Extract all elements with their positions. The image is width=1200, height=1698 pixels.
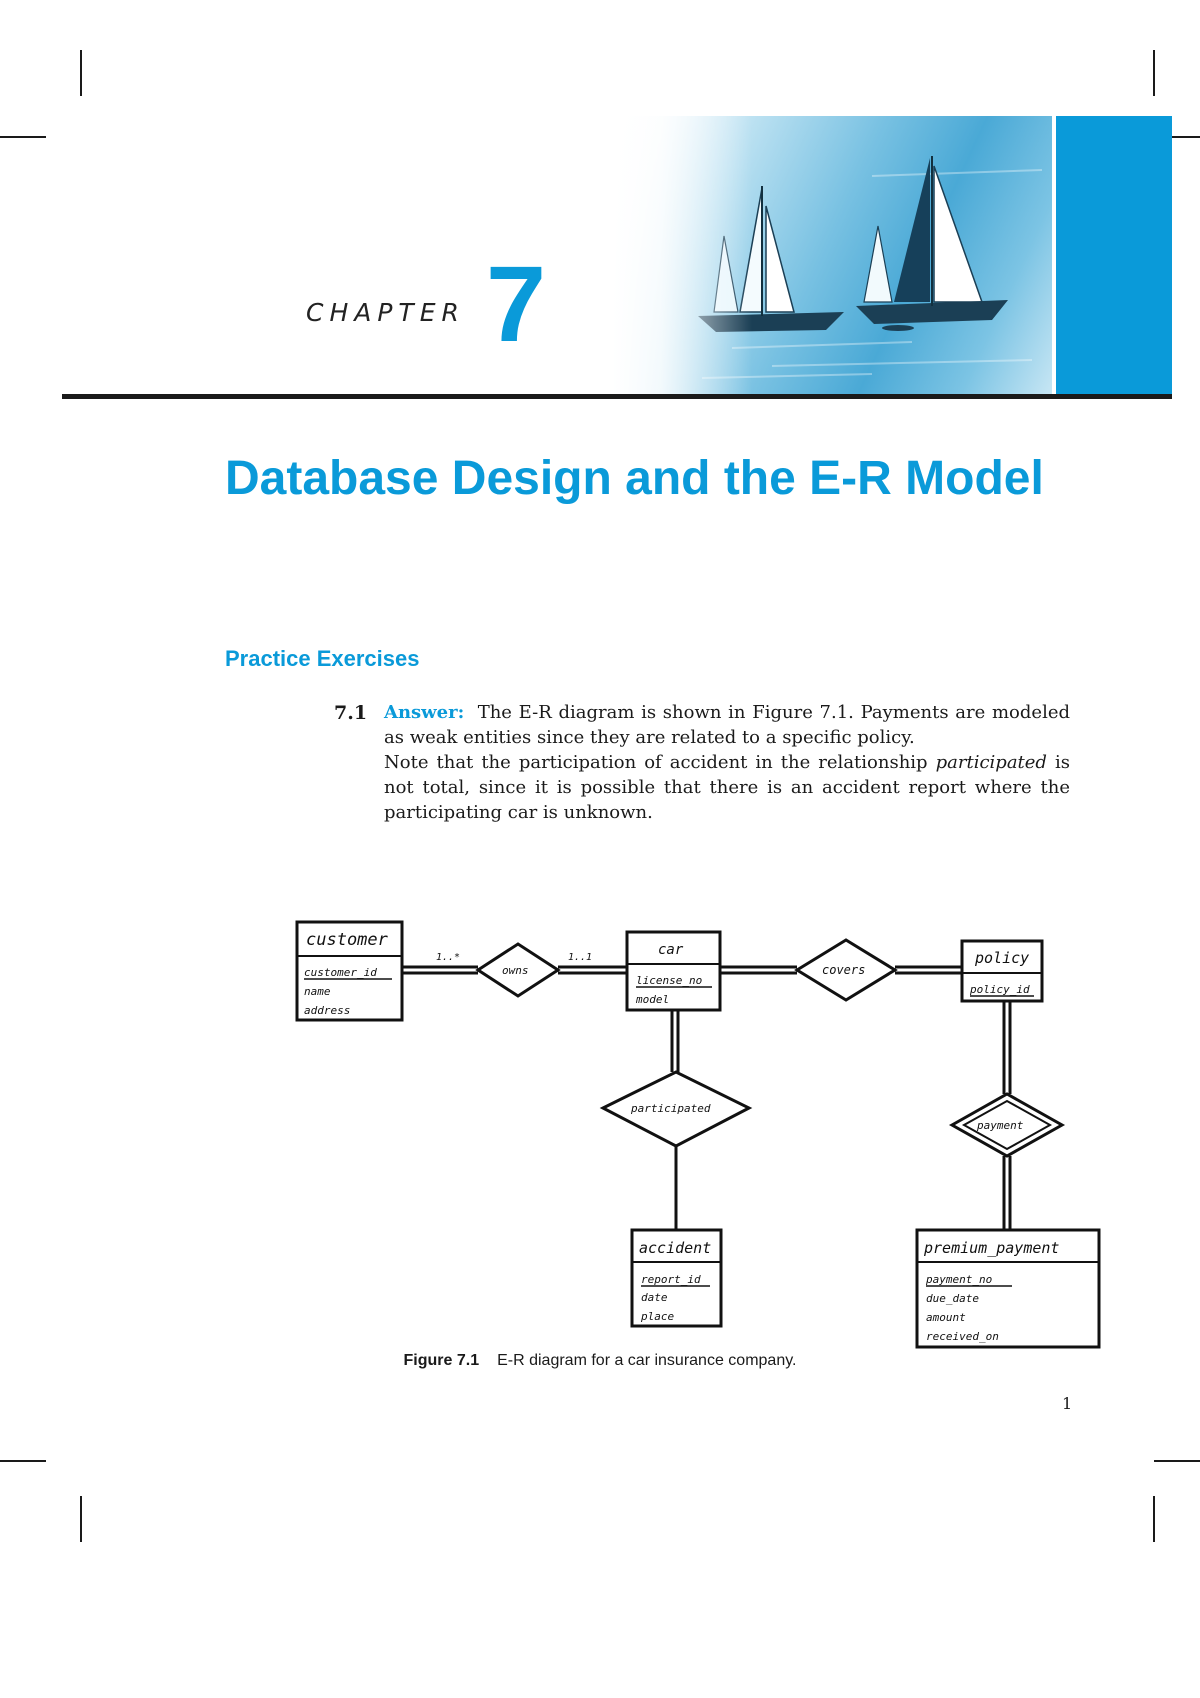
figure-label: Figure 7.1: [403, 1352, 480, 1369]
attr-payment-no: payment_no: [926, 1273, 993, 1286]
figure-caption: [0, 1352, 1200, 1370]
attr-place: place: [641, 1310, 675, 1323]
chapter-title: Database Design and the E-R Model: [225, 452, 1044, 505]
relationship-owns-label: owns: [502, 964, 529, 977]
er-label: E-R: [518, 702, 552, 723]
attr-policy-id: policy_id: [970, 983, 1030, 996]
cardinality-owns-car: 1..1: [568, 952, 593, 963]
entity-policy-name: policy: [975, 949, 1030, 967]
relationship-covers-label: covers: [822, 963, 866, 977]
note-text: Note that the participation of accident in the relationship: [384, 752, 936, 773]
entity-customer-name: customer: [306, 930, 388, 950]
chapter-label: CHAPTER: [306, 298, 465, 327]
attr-date: date: [641, 1291, 668, 1304]
attr-report-id: report_id: [641, 1273, 701, 1286]
relationship-participated-label: participated: [631, 1102, 711, 1115]
page-number: 1: [1062, 1394, 1073, 1413]
chapter-number: 7: [486, 243, 547, 364]
cardinality-customer-owns: 1..*: [436, 952, 461, 963]
attr-name: name: [304, 985, 331, 998]
answer-text: diagram is shown in Figure 7.1. Payments are modeled as weak entities since they are related to a specific policy.: [384, 702, 1070, 748]
relationship-payment-label: payment: [977, 1119, 1024, 1132]
figure-text: E-R diagram for a car insurance company.: [497, 1352, 797, 1369]
entity-premium-payment-name: premium_payment: [924, 1239, 1060, 1257]
answer-label: Answer:: [384, 702, 465, 723]
attr-amount: amount: [926, 1311, 966, 1324]
attr-model: model: [636, 993, 670, 1006]
entity-accident-name: accident: [639, 1239, 712, 1257]
attr-license-no: license_no: [636, 974, 703, 987]
section-heading: Practice Exercises: [225, 646, 420, 671]
attr-address: address: [304, 1004, 351, 1017]
exercise-number: 7.1: [334, 702, 368, 724]
entity-car-name: car: [658, 942, 684, 958]
attr-customer-id: customer_id: [304, 966, 377, 979]
note-text: is not total, since it is possible that there is an accident report where the participating car is unknown.: [384, 752, 1070, 823]
note-italic: participated: [935, 752, 1047, 773]
attr-received-on: received_on: [926, 1330, 999, 1343]
attr-due-date: due_date: [926, 1292, 979, 1305]
answer-text: The: [477, 702, 519, 723]
